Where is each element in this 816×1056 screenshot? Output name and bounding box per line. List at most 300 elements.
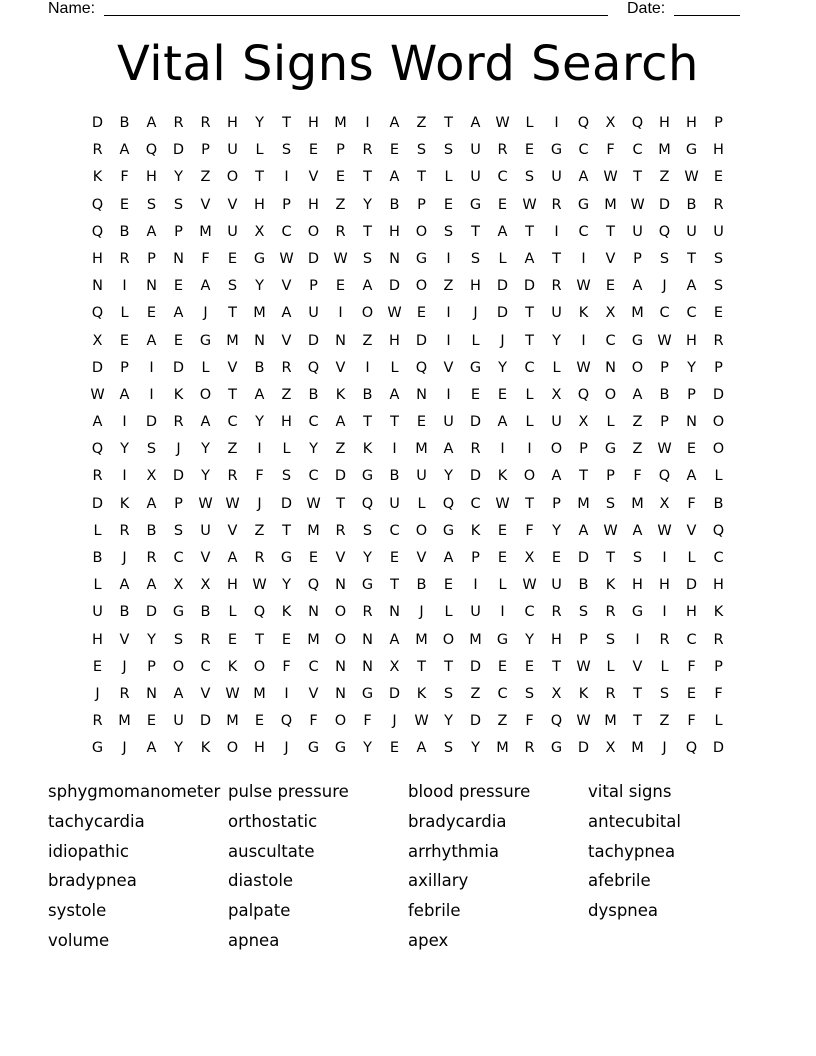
- grid-cell[interactable]: M: [631, 305, 644, 322]
- grid-cell[interactable]: D: [334, 468, 347, 485]
- grid-cell[interactable]: H: [686, 115, 697, 131]
- grid-cell[interactable]: V: [200, 685, 211, 702]
- grid-cell[interactable]: W: [657, 332, 672, 349]
- grid-cell[interactable]: M: [118, 713, 131, 730]
- grid-cell[interactable]: P: [552, 495, 561, 512]
- grid-cell[interactable]: Q: [145, 142, 158, 159]
- grid-cell[interactable]: T: [525, 223, 534, 240]
- grid-cell[interactable]: R: [551, 278, 562, 295]
- grid-cell[interactable]: O: [226, 169, 239, 186]
- grid-cell[interactable]: A: [632, 522, 643, 539]
- grid-cell[interactable]: C: [524, 604, 535, 621]
- grid-cell[interactable]: W: [306, 495, 321, 512]
- grid-cell[interactable]: S: [524, 685, 535, 702]
- grid-cell[interactable]: X: [578, 414, 589, 431]
- name-blank-line[interactable]: [104, 15, 608, 16]
- grid-cell[interactable]: C: [497, 169, 508, 186]
- grid-cell[interactable]: X: [524, 550, 535, 566]
- grid-cell[interactable]: T: [444, 115, 453, 131]
- grid-cell[interactable]: R: [605, 604, 616, 621]
- grid-cell[interactable]: V: [686, 522, 697, 539]
- grid-cell[interactable]: P: [660, 414, 669, 431]
- grid-cell[interactable]: K: [470, 522, 481, 539]
- grid-cell[interactable]: L: [93, 577, 102, 594]
- grid-cell[interactable]: H: [227, 577, 238, 594]
- grid-cell[interactable]: E: [551, 550, 562, 566]
- grid-cell[interactable]: X: [92, 332, 103, 349]
- grid-cell[interactable]: C: [713, 550, 724, 566]
- grid-cell[interactable]: T: [390, 414, 399, 431]
- grid-cell[interactable]: I: [122, 468, 127, 485]
- grid-cell[interactable]: B: [713, 495, 724, 512]
- grid-cell[interactable]: E: [308, 550, 319, 566]
- grid-cell[interactable]: C: [227, 414, 238, 431]
- grid-cell[interactable]: N: [335, 685, 346, 702]
- grid-cell[interactable]: I: [473, 577, 478, 594]
- grid-cell[interactable]: X: [659, 495, 670, 512]
- grid-cell[interactable]: Y: [255, 278, 264, 295]
- grid-cell[interactable]: L: [498, 250, 507, 267]
- grid-cell[interactable]: V: [443, 359, 454, 376]
- grid-cell[interactable]: S: [281, 468, 292, 485]
- grid-cell[interactable]: K: [578, 305, 589, 322]
- grid-cell[interactable]: A: [92, 414, 103, 431]
- grid-cell[interactable]: G: [685, 142, 698, 159]
- grid-cell[interactable]: R: [173, 115, 184, 131]
- grid-cell[interactable]: U: [551, 414, 562, 431]
- grid-cell[interactable]: R: [362, 142, 373, 159]
- grid-cell[interactable]: K: [416, 685, 427, 702]
- grid-cell[interactable]: Z: [470, 685, 481, 702]
- grid-cell[interactable]: F: [714, 685, 723, 702]
- grid-cell[interactable]: Q: [307, 577, 320, 594]
- grid-cell[interactable]: E: [389, 740, 400, 757]
- grid-cell[interactable]: E: [470, 386, 481, 403]
- grid-cell[interactable]: T: [606, 223, 615, 240]
- grid-cell[interactable]: P: [336, 142, 345, 159]
- grid-cell[interactable]: M: [604, 196, 617, 213]
- grid-cell[interactable]: S: [362, 522, 373, 539]
- grid-cell[interactable]: D: [307, 250, 320, 267]
- grid-cell[interactable]: I: [338, 305, 343, 322]
- grid-cell[interactable]: D: [712, 386, 725, 403]
- grid-cell[interactable]: R: [119, 522, 130, 539]
- grid-cell[interactable]: A: [335, 414, 346, 431]
- grid-cell[interactable]: U: [443, 414, 454, 431]
- grid-cell[interactable]: U: [470, 169, 481, 186]
- grid-cell[interactable]: Z: [659, 169, 670, 186]
- grid-cell[interactable]: A: [227, 550, 238, 566]
- grid-cell[interactable]: T: [579, 468, 588, 485]
- grid-cell[interactable]: H: [227, 115, 238, 131]
- grid-cell[interactable]: K: [713, 604, 724, 621]
- grid-cell[interactable]: W: [657, 441, 672, 458]
- grid-cell[interactable]: Y: [309, 441, 318, 458]
- grid-cell[interactable]: M: [415, 441, 428, 458]
- grid-cell[interactable]: A: [551, 468, 562, 485]
- grid-cell[interactable]: X: [605, 740, 616, 757]
- grid-cell[interactable]: M: [253, 305, 266, 322]
- grid-cell[interactable]: A: [686, 468, 697, 485]
- grid-cell[interactable]: K: [497, 468, 508, 485]
- grid-cell[interactable]: E: [416, 305, 427, 322]
- grid-cell[interactable]: C: [632, 142, 643, 159]
- grid-cell[interactable]: N: [686, 414, 697, 431]
- grid-cell[interactable]: X: [605, 305, 616, 322]
- grid-cell[interactable]: I: [500, 441, 505, 458]
- grid-cell[interactable]: Z: [659, 713, 670, 730]
- grid-cell[interactable]: J: [122, 550, 127, 566]
- grid-cell[interactable]: G: [415, 250, 428, 267]
- grid-cell[interactable]: S: [659, 685, 670, 702]
- grid-cell[interactable]: S: [524, 169, 535, 186]
- grid-cell[interactable]: L: [606, 414, 615, 431]
- grid-cell[interactable]: D: [388, 685, 401, 702]
- grid-cell[interactable]: I: [122, 414, 127, 431]
- grid-cell[interactable]: O: [334, 713, 347, 730]
- grid-cell[interactable]: I: [257, 441, 262, 458]
- grid-cell[interactable]: J: [257, 495, 262, 512]
- grid-cell[interactable]: I: [446, 386, 451, 403]
- grid-cell[interactable]: D: [469, 658, 482, 675]
- grid-cell[interactable]: T: [525, 305, 534, 322]
- grid-cell[interactable]: J: [284, 740, 289, 757]
- grid-cell[interactable]: H: [551, 631, 562, 648]
- grid-cell[interactable]: K: [578, 685, 589, 702]
- grid-cell[interactable]: W: [414, 713, 429, 730]
- grid-cell[interactable]: L: [444, 604, 453, 621]
- grid-cell[interactable]: L: [525, 414, 534, 431]
- grid-cell[interactable]: Y: [174, 740, 183, 757]
- grid-cell[interactable]: D: [496, 305, 509, 322]
- grid-cell[interactable]: C: [578, 223, 589, 240]
- grid-cell[interactable]: S: [443, 740, 454, 757]
- grid-cell[interactable]: S: [173, 522, 184, 539]
- grid-cell[interactable]: V: [281, 332, 292, 349]
- grid-cell[interactable]: P: [174, 495, 183, 512]
- grid-cell[interactable]: A: [146, 740, 157, 757]
- grid-cell[interactable]: E: [416, 414, 427, 431]
- grid-cell[interactable]: M: [334, 115, 347, 131]
- grid-cell[interactable]: Y: [525, 631, 534, 648]
- grid-cell[interactable]: T: [228, 305, 237, 322]
- grid-cell[interactable]: M: [226, 332, 239, 349]
- grid-cell[interactable]: S: [443, 223, 454, 240]
- grid-cell[interactable]: U: [416, 468, 427, 485]
- grid-cell[interactable]: U: [470, 604, 481, 621]
- grid-cell[interactable]: U: [227, 142, 238, 159]
- grid-cell[interactable]: G: [631, 604, 644, 621]
- grid-cell[interactable]: O: [172, 658, 185, 675]
- grid-cell[interactable]: A: [443, 550, 454, 566]
- grid-cell[interactable]: G: [631, 332, 644, 349]
- grid-cell[interactable]: H: [254, 196, 265, 213]
- grid-cell[interactable]: E: [254, 713, 265, 730]
- grid-cell[interactable]: H: [713, 142, 724, 159]
- grid-cell[interactable]: C: [281, 223, 292, 240]
- grid-cell[interactable]: U: [713, 223, 724, 240]
- grid-cell[interactable]: V: [335, 550, 346, 566]
- grid-cell[interactable]: E: [686, 441, 697, 458]
- grid-cell[interactable]: N: [308, 604, 319, 621]
- grid-cell[interactable]: G: [469, 196, 482, 213]
- grid-cell[interactable]: N: [254, 332, 265, 349]
- grid-cell[interactable]: W: [495, 495, 510, 512]
- grid-cell[interactable]: B: [200, 604, 211, 621]
- grid-cell[interactable]: Q: [550, 713, 563, 730]
- grid-cell[interactable]: W: [387, 305, 402, 322]
- grid-cell[interactable]: A: [389, 631, 400, 648]
- grid-cell[interactable]: I: [635, 631, 640, 648]
- grid-cell[interactable]: R: [524, 740, 535, 757]
- grid-cell[interactable]: R: [335, 522, 346, 539]
- grid-cell[interactable]: Z: [200, 169, 211, 186]
- grid-cell[interactable]: F: [633, 468, 642, 485]
- grid-cell[interactable]: I: [149, 386, 154, 403]
- grid-cell[interactable]: X: [146, 468, 157, 485]
- grid-cell[interactable]: G: [361, 468, 374, 485]
- grid-cell[interactable]: J: [176, 441, 181, 458]
- grid-cell[interactable]: L: [255, 142, 264, 159]
- grid-cell[interactable]: S: [146, 196, 157, 213]
- grid-cell[interactable]: T: [363, 169, 372, 186]
- grid-cell[interactable]: O: [415, 278, 428, 295]
- grid-cell[interactable]: C: [524, 359, 535, 376]
- grid-cell[interactable]: J: [95, 685, 100, 702]
- grid-cell[interactable]: Y: [444, 468, 453, 485]
- grid-cell[interactable]: H: [92, 250, 103, 267]
- grid-cell[interactable]: H: [686, 332, 697, 349]
- grid-cell[interactable]: E: [713, 305, 724, 322]
- grid-cell[interactable]: Q: [280, 713, 293, 730]
- grid-cell[interactable]: L: [282, 441, 291, 458]
- grid-cell[interactable]: R: [92, 142, 103, 159]
- grid-cell[interactable]: A: [632, 278, 643, 295]
- grid-cell[interactable]: B: [389, 468, 400, 485]
- grid-cell[interactable]: A: [389, 169, 400, 186]
- grid-cell[interactable]: A: [146, 332, 157, 349]
- grid-cell[interactable]: A: [389, 115, 400, 131]
- grid-cell[interactable]: I: [446, 250, 451, 267]
- grid-cell[interactable]: O: [307, 223, 320, 240]
- grid-cell[interactable]: O: [253, 658, 266, 675]
- grid-cell[interactable]: V: [119, 631, 130, 648]
- grid-cell[interactable]: Q: [307, 359, 320, 376]
- grid-cell[interactable]: N: [146, 278, 157, 295]
- grid-cell[interactable]: R: [119, 685, 130, 702]
- grid-cell[interactable]: K: [605, 577, 616, 594]
- grid-cell[interactable]: Z: [416, 115, 427, 131]
- grid-cell[interactable]: V: [308, 169, 319, 186]
- grid-cell[interactable]: F: [687, 713, 696, 730]
- grid-cell[interactable]: N: [389, 250, 400, 267]
- grid-cell[interactable]: F: [120, 169, 129, 186]
- grid-cell[interactable]: D: [145, 604, 158, 621]
- grid-cell[interactable]: T: [417, 169, 426, 186]
- grid-cell[interactable]: P: [660, 359, 669, 376]
- grid-cell[interactable]: H: [389, 332, 400, 349]
- grid-cell[interactable]: L: [714, 468, 723, 485]
- grid-cell[interactable]: N: [146, 685, 157, 702]
- grid-cell[interactable]: H: [632, 577, 643, 594]
- grid-cell[interactable]: Q: [658, 223, 671, 240]
- grid-cell[interactable]: J: [419, 604, 424, 621]
- grid-cell[interactable]: A: [119, 142, 130, 159]
- grid-cell[interactable]: L: [417, 495, 426, 512]
- grid-cell[interactable]: T: [417, 658, 426, 675]
- grid-cell[interactable]: T: [282, 522, 291, 539]
- grid-cell[interactable]: U: [551, 169, 562, 186]
- grid-cell[interactable]: Q: [91, 305, 104, 322]
- grid-cell[interactable]: S: [416, 142, 427, 159]
- grid-cell[interactable]: D: [91, 359, 104, 376]
- grid-cell[interactable]: L: [525, 386, 534, 403]
- grid-cell[interactable]: G: [604, 441, 617, 458]
- grid-cell[interactable]: C: [578, 142, 589, 159]
- grid-cell[interactable]: M: [307, 631, 320, 648]
- grid-cell[interactable]: P: [471, 550, 480, 566]
- grid-cell[interactable]: B: [659, 386, 670, 403]
- grid-cell[interactable]: A: [578, 522, 589, 539]
- grid-cell[interactable]: P: [417, 196, 426, 213]
- grid-cell[interactable]: U: [551, 577, 562, 594]
- grid-cell[interactable]: O: [523, 468, 536, 485]
- grid-cell[interactable]: V: [632, 658, 643, 675]
- grid-cell[interactable]: D: [658, 196, 671, 213]
- grid-cell[interactable]: T: [633, 685, 642, 702]
- grid-cell[interactable]: B: [308, 386, 319, 403]
- grid-cell[interactable]: F: [309, 713, 318, 730]
- grid-cell[interactable]: R: [659, 631, 670, 648]
- grid-cell[interactable]: I: [662, 604, 667, 621]
- grid-cell[interactable]: M: [307, 522, 320, 539]
- grid-cell[interactable]: P: [606, 468, 615, 485]
- grid-cell[interactable]: A: [470, 115, 481, 131]
- grid-cell[interactable]: J: [500, 332, 505, 349]
- grid-cell[interactable]: E: [389, 550, 400, 566]
- grid-cell[interactable]: N: [416, 386, 427, 403]
- grid-cell[interactable]: O: [442, 631, 455, 648]
- grid-cell[interactable]: M: [199, 223, 212, 240]
- grid-cell[interactable]: R: [92, 468, 103, 485]
- grid-cell[interactable]: Z: [632, 414, 643, 431]
- grid-cell[interactable]: Y: [687, 359, 696, 376]
- grid-cell[interactable]: S: [470, 250, 481, 267]
- grid-cell[interactable]: B: [686, 196, 697, 213]
- grid-cell[interactable]: Z: [335, 196, 346, 213]
- grid-cell[interactable]: L: [201, 359, 210, 376]
- grid-cell[interactable]: R: [362, 604, 373, 621]
- grid-cell[interactable]: Y: [282, 577, 291, 594]
- grid-cell[interactable]: I: [581, 332, 586, 349]
- grid-cell[interactable]: O: [712, 441, 725, 458]
- grid-cell[interactable]: L: [228, 604, 237, 621]
- grid-cell[interactable]: D: [307, 332, 320, 349]
- grid-cell[interactable]: E: [119, 196, 130, 213]
- grid-cell[interactable]: E: [443, 196, 454, 213]
- grid-cell[interactable]: N: [362, 658, 373, 675]
- grid-cell[interactable]: A: [146, 223, 157, 240]
- grid-cell[interactable]: E: [497, 658, 508, 675]
- grid-cell[interactable]: E: [92, 658, 103, 675]
- grid-cell[interactable]: J: [662, 278, 667, 295]
- grid-cell[interactable]: P: [147, 250, 156, 267]
- grid-cell[interactable]: B: [119, 223, 130, 240]
- grid-cell[interactable]: M: [631, 740, 644, 757]
- grid-cell[interactable]: G: [253, 250, 266, 267]
- grid-cell[interactable]: M: [631, 495, 644, 512]
- grid-cell[interactable]: S: [713, 278, 724, 295]
- grid-cell[interactable]: D: [685, 577, 698, 594]
- grid-cell[interactable]: J: [203, 305, 208, 322]
- grid-cell[interactable]: M: [604, 713, 617, 730]
- grid-cell[interactable]: A: [146, 577, 157, 594]
- grid-cell[interactable]: X: [173, 577, 184, 594]
- grid-cell[interactable]: S: [443, 142, 454, 159]
- grid-cell[interactable]: I: [446, 332, 451, 349]
- grid-cell[interactable]: R: [119, 250, 130, 267]
- grid-cell[interactable]: W: [576, 713, 591, 730]
- grid-cell[interactable]: Y: [363, 196, 372, 213]
- grid-cell[interactable]: G: [334, 740, 347, 757]
- grid-cell[interactable]: S: [713, 250, 724, 267]
- grid-cell[interactable]: Q: [577, 115, 590, 131]
- grid-cell[interactable]: Q: [712, 522, 725, 539]
- grid-cell[interactable]: E: [524, 658, 535, 675]
- grid-cell[interactable]: B: [119, 115, 130, 131]
- grid-cell[interactable]: W: [684, 169, 699, 186]
- grid-cell[interactable]: E: [713, 169, 724, 186]
- grid-cell[interactable]: P: [201, 142, 210, 159]
- grid-cell[interactable]: J: [122, 740, 127, 757]
- grid-cell[interactable]: S: [659, 250, 670, 267]
- grid-cell[interactable]: S: [173, 631, 184, 648]
- grid-cell[interactable]: G: [361, 685, 374, 702]
- grid-cell[interactable]: A: [578, 169, 589, 186]
- grid-cell[interactable]: V: [335, 359, 346, 376]
- grid-cell[interactable]: Y: [552, 332, 561, 349]
- grid-cell[interactable]: A: [686, 278, 697, 295]
- grid-cell[interactable]: M: [577, 495, 590, 512]
- grid-cell[interactable]: G: [550, 740, 563, 757]
- grid-cell[interactable]: W: [630, 196, 645, 213]
- grid-cell[interactable]: Y: [255, 115, 264, 131]
- grid-cell[interactable]: O: [361, 305, 374, 322]
- grid-cell[interactable]: V: [200, 196, 211, 213]
- grid-cell[interactable]: T: [471, 223, 480, 240]
- grid-cell[interactable]: D: [199, 713, 212, 730]
- grid-cell[interactable]: E: [173, 332, 184, 349]
- grid-cell[interactable]: E: [497, 550, 508, 566]
- grid-cell[interactable]: Q: [91, 223, 104, 240]
- grid-cell[interactable]: R: [335, 223, 346, 240]
- grid-cell[interactable]: I: [581, 250, 586, 267]
- grid-cell[interactable]: C: [389, 522, 400, 539]
- grid-cell[interactable]: A: [173, 305, 184, 322]
- grid-cell[interactable]: D: [712, 740, 725, 757]
- grid-cell[interactable]: J: [122, 658, 127, 675]
- grid-cell[interactable]: Y: [363, 550, 372, 566]
- grid-cell[interactable]: Y: [552, 522, 561, 539]
- grid-cell[interactable]: I: [500, 604, 505, 621]
- grid-cell[interactable]: A: [281, 305, 292, 322]
- grid-cell[interactable]: R: [713, 196, 724, 213]
- grid-cell[interactable]: E: [146, 713, 157, 730]
- grid-cell[interactable]: M: [253, 685, 266, 702]
- grid-cell[interactable]: D: [91, 115, 104, 131]
- grid-cell[interactable]: A: [389, 386, 400, 403]
- grid-cell[interactable]: U: [173, 713, 184, 730]
